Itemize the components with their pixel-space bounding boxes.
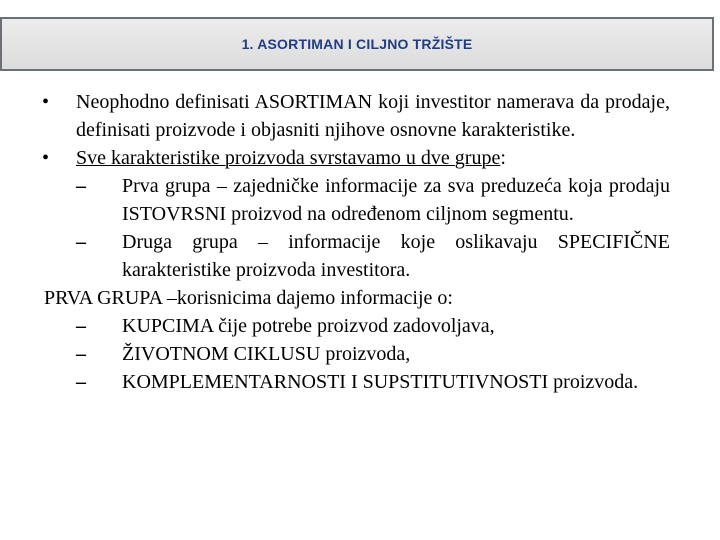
list-item-life-cycle [44,340,670,368]
dash-marker: – [76,343,86,365]
bullet-text: Neophodno definisati ASORTIMAN koji investitor namerava da prodaje, definisati proizvode i objasniti njihove osnovne karakteristike. [76,91,670,141]
bullet-text-tail: : [500,147,506,169]
sub-item-text: Druga grupa – informacije koje oslikavaju SPECIFIČNE karakteristike proizvoda investitora. [122,231,670,281]
sub-item-text: Prva grupa – zajedničke informacije za sva preduzeća koja prodaju ISTOVRSNI proizvod na određenom ciljnom segmentu. [122,175,670,225]
list-item-text: KUPCIMA čije potrebe proizvod zadovoljava, [122,315,495,337]
section-heading: PRVA GRUPA –korisnicima dajemo informacije o: [44,287,453,309]
dash-marker: – [76,175,86,197]
dash-marker: – [76,315,86,337]
bullet-item-groups [44,144,670,172]
bullet-marker: • [42,91,50,113]
sub-item-second-group [44,228,670,284]
list-item-complementarity [44,368,670,396]
dash-marker: – [76,371,86,393]
slide-title-box [0,17,714,71]
sub-item-first-group [44,172,670,228]
bullet-text-underlined: Sve karakteristike proizvoda svrstavamo u dve grupe [76,147,501,169]
list-item-customers [44,312,670,340]
list-item-text: ŽIVOTNOM CIKLUSU proizvoda, [122,343,411,365]
list-item-text: KOMPLEMENTARNOSTI I SUPSTITUTIVNOSTI proizvoda. [122,371,639,393]
bullet-item-assortment [44,88,670,144]
dash-marker: – [76,231,86,253]
slide-content [44,88,670,396]
slide-title: 1. ASORTIMAN I CILJNO TRŽIŠTE [241,36,473,52]
bullet-marker: • [42,147,50,169]
